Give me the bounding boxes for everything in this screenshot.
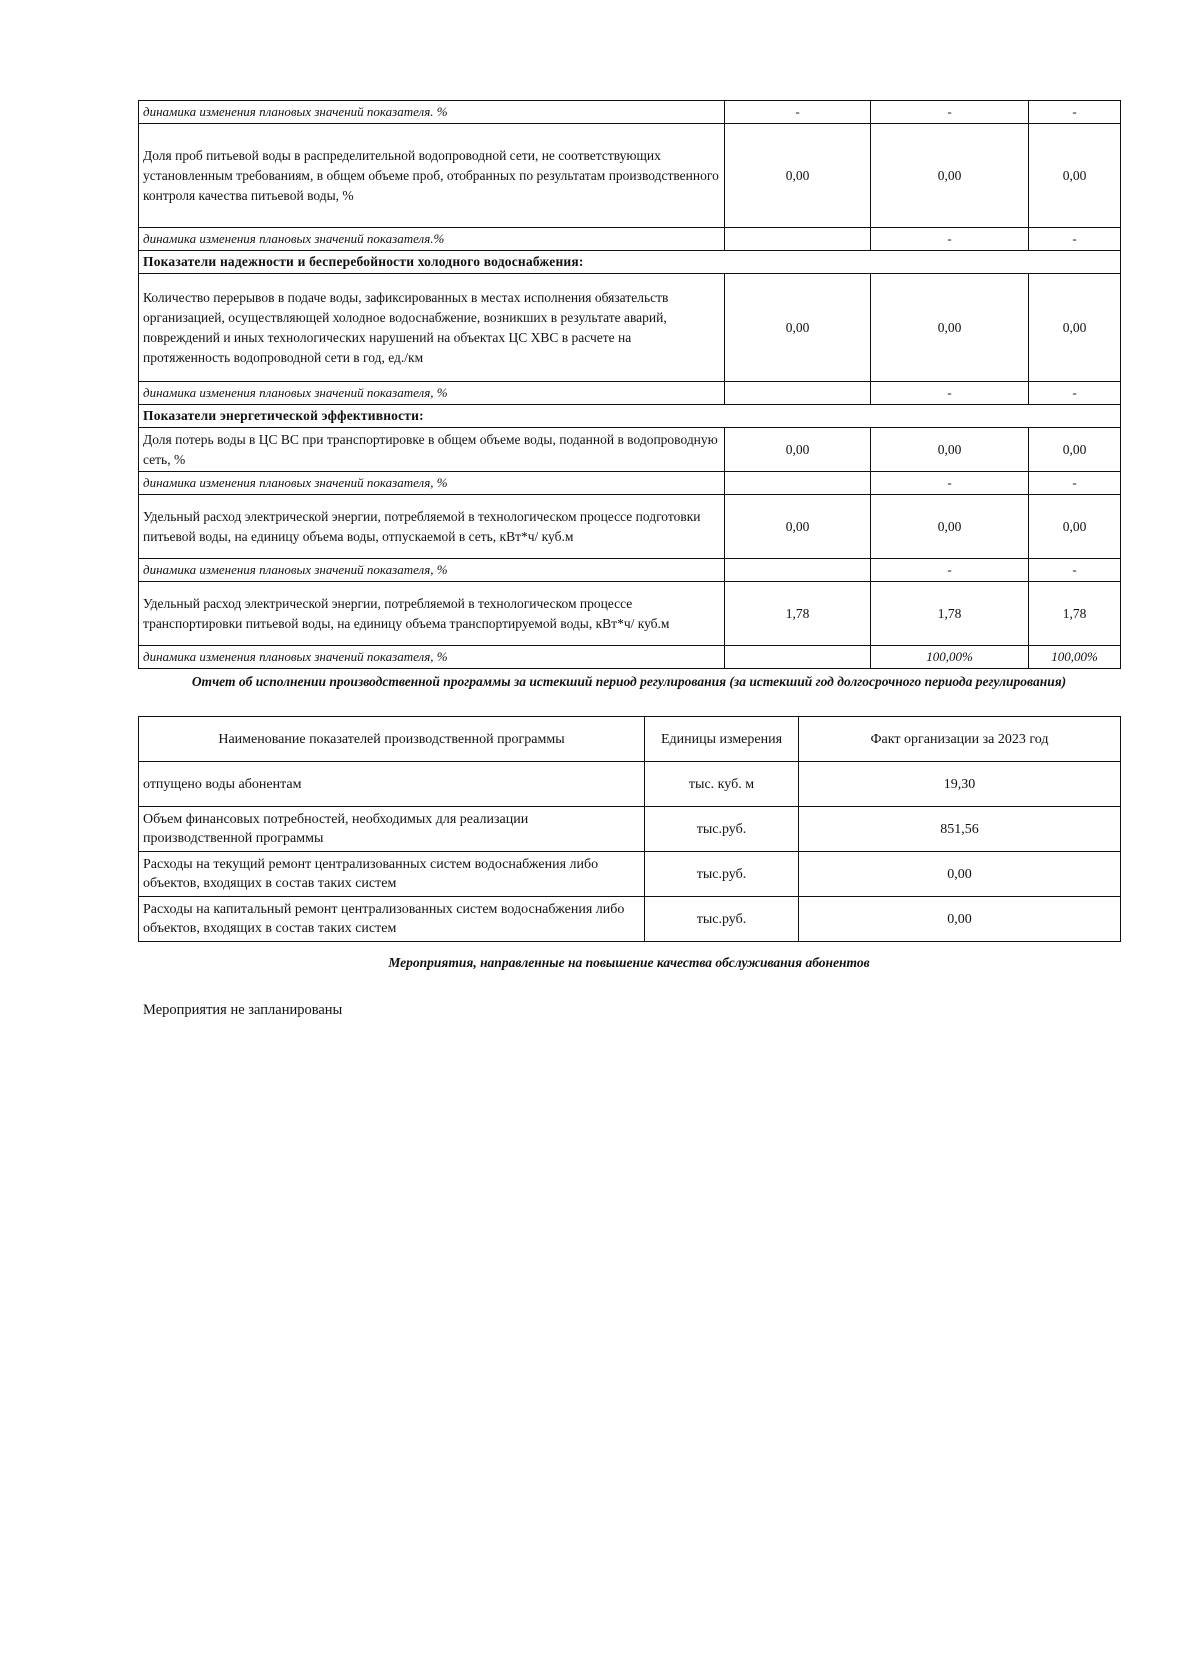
value-cell: 1,78 bbox=[1029, 582, 1121, 646]
value-cell: - bbox=[871, 101, 1029, 124]
table-row bbox=[139, 495, 1121, 559]
measures-title: Мероприятия, направленные на повышение качества обслуживания абонентов bbox=[388, 955, 870, 970]
value-cell: 0,00 bbox=[1029, 124, 1121, 228]
unit-cell: тыс.руб. bbox=[645, 897, 799, 942]
section-header-row bbox=[139, 405, 1121, 428]
unit-cell: тыс.руб. bbox=[645, 852, 799, 897]
value-cell: 0,00 bbox=[799, 897, 1121, 942]
value-cell: 19,30 bbox=[799, 762, 1121, 807]
value-cell: 0,00 bbox=[799, 852, 1121, 897]
table-row bbox=[139, 646, 1121, 669]
value-cell: - bbox=[871, 472, 1029, 495]
indicators-table bbox=[138, 100, 1121, 669]
value-cell bbox=[725, 382, 871, 405]
table-row bbox=[139, 472, 1121, 495]
value-cell: - bbox=[1029, 472, 1121, 495]
value-cell bbox=[725, 228, 871, 251]
table-row bbox=[139, 228, 1121, 251]
table-row bbox=[139, 582, 1121, 646]
value-cell: 1,78 bbox=[725, 582, 871, 646]
table-row bbox=[139, 101, 1121, 124]
value-cell: - bbox=[725, 101, 871, 124]
table-row bbox=[139, 382, 1121, 405]
column-header: Наименование показателей производственной программы bbox=[139, 717, 645, 762]
value-cell: - bbox=[871, 559, 1029, 582]
value-cell: 1,78 bbox=[871, 582, 1029, 646]
value-cell: 0,00 bbox=[871, 428, 1029, 472]
indicator-name: Расходы на текущий ремонт централизованных систем водоснабжения либо объектов, входящих в состав таких систем bbox=[139, 852, 645, 897]
value-cell: 0,00 bbox=[871, 495, 1029, 559]
unit-cell: тыс.руб. bbox=[645, 807, 799, 852]
value-cell: 0,00 bbox=[725, 428, 871, 472]
table-row bbox=[139, 807, 1121, 852]
row-label: Удельный расход электрической энергии, потребляемой в технологическом процессе подготовки питьевой воды, на единицу объема воды, отпускаемой в сеть, кВт*ч/ куб.м bbox=[139, 495, 725, 559]
row-label: Удельный расход электрической энергии, потребляемой в технологическом процессе транспортировки питьевой воды, на единицу объема транспортируемой воды, кВт*ч/ куб.м bbox=[139, 582, 725, 646]
value-cell: 0,00 bbox=[1029, 428, 1121, 472]
value-cell: 0,00 bbox=[725, 495, 871, 559]
row-label: Доля потерь воды в ЦС ВС при транспортировке в общем объеме воды, поданной в водопроводную сеть, % bbox=[139, 428, 725, 472]
indicator-name: Расходы на капитальный ремонт централизованных систем водоснабжения либо объектов, входящих в состав таких систем bbox=[139, 897, 645, 942]
table-row bbox=[139, 897, 1121, 942]
section-title: Показатели энергетической эффективности: bbox=[139, 405, 1121, 428]
value-cell: 0,00 bbox=[1029, 274, 1121, 382]
report-table bbox=[138, 716, 1121, 942]
table-row bbox=[139, 124, 1121, 228]
value-cell bbox=[725, 472, 871, 495]
value-cell: 100,00% bbox=[871, 646, 1029, 669]
section-header-row bbox=[139, 251, 1121, 274]
value-cell: 0,00 bbox=[871, 124, 1029, 228]
indicator-name: Объем финансовых потребностей, необходимых для реализации производственной программы bbox=[139, 807, 645, 852]
table-row bbox=[139, 559, 1121, 582]
unit-cell: тыс. куб. м bbox=[645, 762, 799, 807]
row-label: динамика изменения плановых значений показателя. % bbox=[139, 101, 725, 124]
value-cell: 0,00 bbox=[725, 274, 871, 382]
value-cell bbox=[725, 646, 871, 669]
row-label: Количество перерывов в подаче воды, зафиксированных в местах исполнения обязательств организацией, осуществляющей холодное водоснабжение, возникших в результате аварий, повреждений и иных технологических нарушений на объектах ЦС ХВС в расчете на протяженность водопроводной сети в год, ед./км bbox=[139, 274, 725, 382]
row-label: Доля проб питьевой воды в распределительной водопроводной сети, не соответствующих установленным требованиям, в общем объеме проб, отобранных по результатам производственного контроля качества питьевой воды, % bbox=[139, 124, 725, 228]
value-cell: - bbox=[1029, 101, 1121, 124]
indicator-name: отпущено воды абонентам bbox=[139, 762, 645, 807]
row-label: динамика изменения плановых значений показателя, % bbox=[139, 382, 725, 405]
row-label: динамика изменения плановых значений показателя.% bbox=[139, 228, 725, 251]
value-cell: 0,00 bbox=[871, 274, 1029, 382]
measures-text: Мероприятия не запланированы bbox=[143, 1002, 343, 1018]
value-cell: 0,00 bbox=[1029, 495, 1121, 559]
value-cell: - bbox=[1029, 559, 1121, 582]
row-label: динамика изменения плановых значений показателя, % bbox=[139, 646, 725, 669]
table-row bbox=[139, 274, 1121, 382]
column-header: Факт организации за 2023 год bbox=[799, 717, 1121, 762]
section-title: Показатели надежности и бесперебойности холодного водоснабжения: bbox=[139, 251, 1121, 274]
value-cell: - bbox=[871, 228, 1029, 251]
value-cell: - bbox=[1029, 382, 1121, 405]
value-cell: - bbox=[1029, 228, 1121, 251]
value-cell: 851,56 bbox=[799, 807, 1121, 852]
table-row bbox=[139, 762, 1121, 807]
table-row bbox=[139, 428, 1121, 472]
column-header: Единицы измерения bbox=[645, 717, 799, 762]
report-caption: Отчет об исполнении производственной программы за истекший период регулирования (за истекший год долгосрочного периода регулирования) bbox=[191, 674, 1067, 689]
header-row bbox=[139, 717, 1121, 762]
value-cell: - bbox=[871, 382, 1029, 405]
value-cell: 100,00% bbox=[1029, 646, 1121, 669]
value-cell: 0,00 bbox=[725, 124, 871, 228]
value-cell bbox=[725, 559, 871, 582]
table-row bbox=[139, 852, 1121, 897]
row-label: динамика изменения плановых значений показателя, % bbox=[139, 472, 725, 495]
row-label: динамика изменения плановых значений показателя, % bbox=[139, 559, 725, 582]
